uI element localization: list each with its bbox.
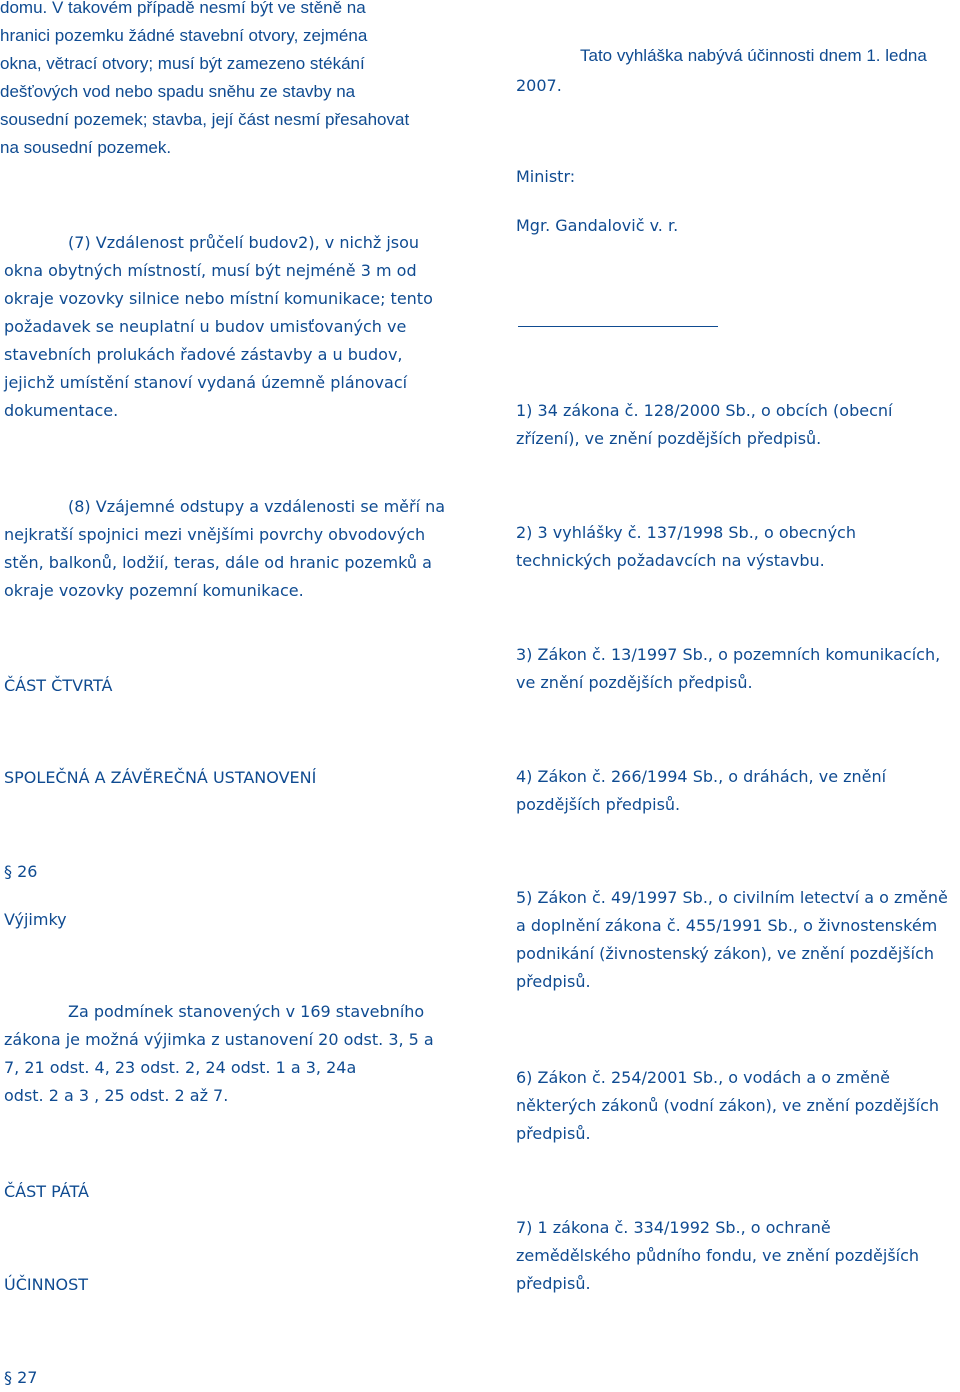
text-line: 1) 34 zákona č. 128/2000 Sb., o obcích (obecní <box>516 401 893 420</box>
footnote-separator <box>518 326 718 327</box>
effective-date-line: Tato vyhláška nabývá účinnosti dnem 1. ledna <box>580 46 927 65</box>
text-line: (7) Vzdálenost průčelí budov2), v nichž jsou <box>68 233 420 252</box>
section-sign-icon: § <box>4 862 12 881</box>
text-line: 7) 1 zákona č. 334/1992 Sb., o ochraně <box>516 1218 831 1237</box>
text-line: požadavek se neuplatní u budov umisťovaných ve <box>4 317 407 336</box>
text-line: podnikání (živnostenský zákon), ve znění pozdějších <box>516 944 935 963</box>
text-line: okna, větrací otvory; musí být zamezeno stékání <box>0 54 365 73</box>
text-line: dokumentace. <box>4 401 119 420</box>
text-line: zemědělského půdního fondu, ve znění pozdějších <box>516 1246 920 1265</box>
text-line: 3) Zákon č. 13/1997 Sb., o pozemních komunikacích, <box>516 645 941 664</box>
text-line: odst. 2 a 3 , 25 odst. 2 až 7. <box>4 1086 229 1105</box>
text-line: domu. V takovém případě nesmí být ve stěně na <box>0 0 366 17</box>
section-26-number: § 26 <box>4 862 38 881</box>
text-line: na sousední pozemek. <box>0 138 172 157</box>
text-line: stěn, balkonů, lodžií, teras, dále od hranic pozemků a <box>4 553 432 572</box>
text-line: pozdějších předpisů. <box>516 795 681 814</box>
text-line: sousední pozemek; stavba, její část nesmí přesahovat <box>0 110 410 129</box>
text-line: nejkratší spojnici mezi vnějšími povrchy obvodových <box>4 525 426 544</box>
text-line: (8) Vzájemné odstupy a vzdálenosti se měří na <box>68 497 446 516</box>
text-line: předpisů. <box>516 1124 591 1143</box>
text-line: dešťových vod nebo spadu sněhu ze stavby na <box>0 82 356 101</box>
minister-label: Ministr: <box>516 167 576 186</box>
text-line: 4) Zákon č. 266/1994 Sb., o dráhách, ve znění <box>516 767 887 786</box>
minister-name: Mgr. Gandalovič v. r. <box>516 216 679 235</box>
text-line: zřízení), ve znění pozdějších předpisů. <box>516 429 822 448</box>
text-line: okraje vozovky pozemní komunikace. <box>4 581 304 600</box>
text-line: 2) 3 vyhlášky č. 137/1998 Sb., o obecných <box>516 523 856 542</box>
text-line: stavebních prolukách řadové zástavby a u budov, <box>4 345 403 364</box>
text-line: a doplnění zákona č. 455/1991 Sb., o živnostenském <box>516 916 938 935</box>
text-line: okraje vozovky silnice nebo místní komunikace; tento <box>4 289 433 308</box>
text-line: 6) Zákon č. 254/2001 Sb., o vodách a o změně <box>516 1068 890 1087</box>
effective-date-year: 2007. <box>516 76 562 95</box>
section-26-title: Výjimky <box>4 910 67 929</box>
text-line: Za podmínek stanovených v 169 stavebního <box>68 1002 425 1021</box>
section-sign-icon: § <box>4 1368 12 1387</box>
part-5-heading: ČÁST PÁTÁ <box>4 1182 89 1201</box>
part-4-title: SPOLEČNÁ A ZÁVĚREČNÁ USTANOVENÍ <box>4 768 317 787</box>
text-line: hranici pozemku žádné stavební otvory, zejména <box>0 26 368 45</box>
text-line: 7, 21 odst. 4, 23 odst. 2, 24 odst. 1 a 3, 24a <box>4 1058 357 1077</box>
text-line: jejichž umístění stanoví vydaná územně plánovací <box>4 373 408 392</box>
text-line: předpisů. <box>516 1274 591 1293</box>
text-line: 5) Zákon č. 49/1997 Sb., o civilním letectví a o změně <box>516 888 948 907</box>
text-line: zákona je možná výjimka z ustanovení 20 odst. 3, 5 a <box>4 1030 434 1049</box>
part-4-heading: ČÁST ČTVRTÁ <box>4 676 113 695</box>
text-line: některých zákonů (vodní zákon), ve znění pozdějších <box>516 1096 940 1115</box>
text-line: technických požadavcích na výstavbu. <box>516 551 825 570</box>
text-line: okna obytných místností, musí být nejméně 3 m od <box>4 261 417 280</box>
text-line: ve znění pozdějších předpisů. <box>516 673 753 692</box>
section-27-number: § 27 <box>4 1368 38 1387</box>
text-line: předpisů. <box>516 972 591 991</box>
part-5-title: ÚČINNOST <box>4 1275 89 1294</box>
